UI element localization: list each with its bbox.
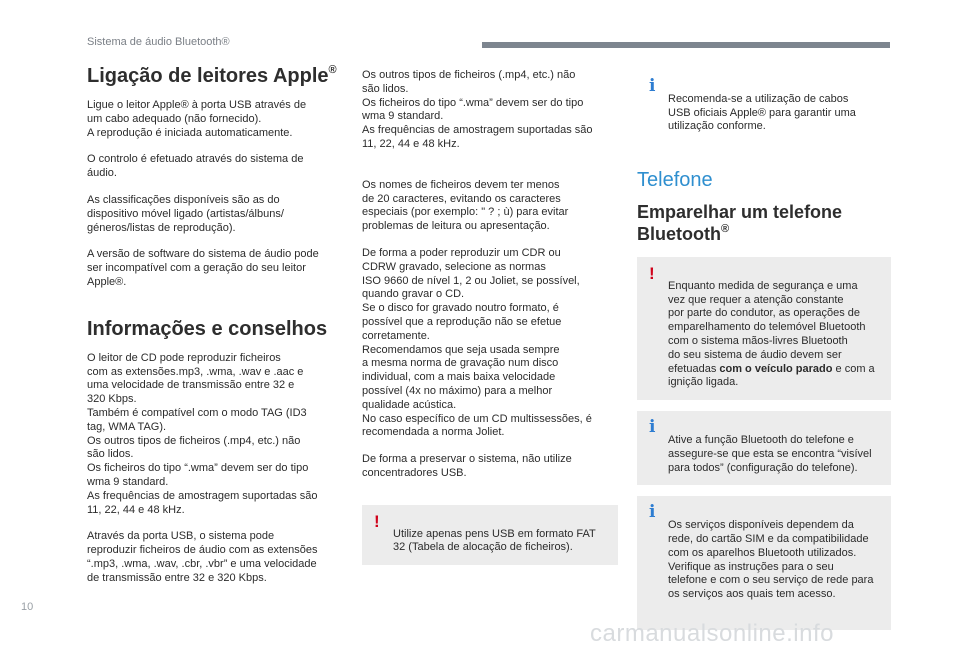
column-1 [87, 64, 347, 586]
info-icon: i [649, 502, 656, 523]
info-box-text: Ative a função Bluetooth do telefone e assegure-se que esta se encontra “visível para todos” (configuração do telefone). [668, 433, 872, 474]
watermark: carmanualsonline.info [590, 620, 834, 647]
page-number: 10 [21, 601, 34, 613]
heading-pairing [637, 201, 891, 245]
paragraph: De forma a poder reproduzir um CDR ou CDRW gravado, selecione as normas ISO 9660 de nível 1, 2 ou Joliet, se possível, quando gravar o CD. Se o disco for gravado noutro formato, é possível que a reprodução não se efetue corretamente. Recomendamos que seja usada sempre a mesma norma de gravação num disco individual, com a mais baixa velocidade possível (4x no máximo) para a melhor qualidade acústica. No caso específico de um CD multissessões, é recomendada a norma Joliet. [362, 246, 592, 439]
paragraph: O controlo é efetuado através do sistema de áudio. [87, 153, 304, 180]
info-box-text: Os serviços disponíveis dependem da rede, do cartão SIM e da compatibilidade com os aparelhos Bluetooth utilizados. Verifique as instruções para o seu telefone e com o seu serviço de rede para os serviços aos quais tem acesso. [668, 519, 874, 601]
warning-box-usb [362, 505, 618, 565]
paragraph: Ligue o leitor Apple® à porta USB através de um cabo adequado (não fornecido). A reprodução é iniciada automaticamente. [87, 99, 307, 139]
paragraph: Os outros tipos de ficheiros (.mp4, etc.) não são lidos. Os ficheiros do tipo “.wma” devem ser do tipo wma 9 standard. As frequências de amostragem suportadas são 11, 22, 44 e 48 kHz. [362, 69, 593, 150]
info-box-activate [637, 411, 891, 485]
heading-pairing-line1: Emparelhar um telefone [637, 201, 843, 222]
warning-box-safety [637, 257, 891, 400]
section-heading-telefone: Telefone [637, 169, 713, 192]
paragraph: Através da porta USB, o sistema pode reproduzir ficheiros de áudio com as extensões “.mp3, .wma, .wav, .cbr, .vbr” e uma velocidade de transmissão entre 32 e 320 Kbps. [87, 530, 318, 584]
header-bar [482, 42, 890, 48]
warning-text-b: e com a ignição ligada. [668, 362, 875, 389]
info-box-services [637, 496, 891, 630]
paragraph: Os nomes de ficheiros devem ter menos de 20 caracteres, evitando os caracteres especiais (por exemplo: " ? ; ù) para evitar problemas de leitura ou apresentação. [362, 178, 569, 233]
warning-box-text: Utilize apenas pens USB em formato FAT 32 (Tabela de alocação de ficheiros). [393, 527, 596, 554]
warning-text-a: Enquanto medida de segurança e uma vez que requer a atenção constante por parte do condutor, as operações de emparelhamento do telemóvel Bluetooth com o sistema mãos-livres Bluetooth do seu sistema de áudio devem ser efetuadas [668, 279, 866, 375]
paragraph: As classificações disponíveis são as do dispositivo móvel ligado (artistas/álbuns/ géneros/listas de reprodução). [87, 193, 284, 234]
heading-apple-sup: ® [328, 64, 337, 76]
heading-apple [87, 64, 347, 88]
heading-info: Informações e conselhos [87, 317, 328, 340]
warning-text-bold: com o veículo parado [719, 362, 833, 375]
info-box-text: Recomenda-se a utilização de cabos USB oficiais Apple® para garantir uma utilização conforme. [668, 92, 856, 133]
heading-apple-text: Ligação de leitores Apple [87, 65, 329, 87]
paragraph: O leitor de CD pode reproduzir ficheiros com as extensões.mp3, .wma, .wav e .aac e uma velocidade de transmissão entre 32 e 320 Kbps. Também é compatível com o modo TAG (ID3 tag, WMA TAG). Os outros tipos de ficheiros (.mp4, etc.) não são lidos. Os ficheiros do tipo “.wma” devem ser do tipo wma 9 standard. As frequências de amostragem suportadas são 11, 22, 44 e 48 kHz. [87, 351, 318, 516]
column-2 [362, 69, 618, 565]
info-box-cables [637, 70, 891, 144]
paragraph: A versão de software do sistema de áudio pode ser incompatível com a geração do seu leitor Apple®. [87, 248, 319, 288]
heading-pairing-sup: ® [720, 222, 730, 235]
paragraph: De forma a preservar o sistema, não utilize concentradores USB. [362, 453, 572, 479]
warning-icon: ! [374, 511, 380, 531]
section-title: Sistema de áudio Bluetooth® [87, 36, 230, 48]
warning-icon: ! [649, 263, 655, 283]
column-3 [637, 70, 891, 630]
heading-pairing-line2: Bluetooth [637, 223, 721, 244]
info-icon: i [649, 417, 656, 438]
info-icon: i [649, 76, 656, 96]
